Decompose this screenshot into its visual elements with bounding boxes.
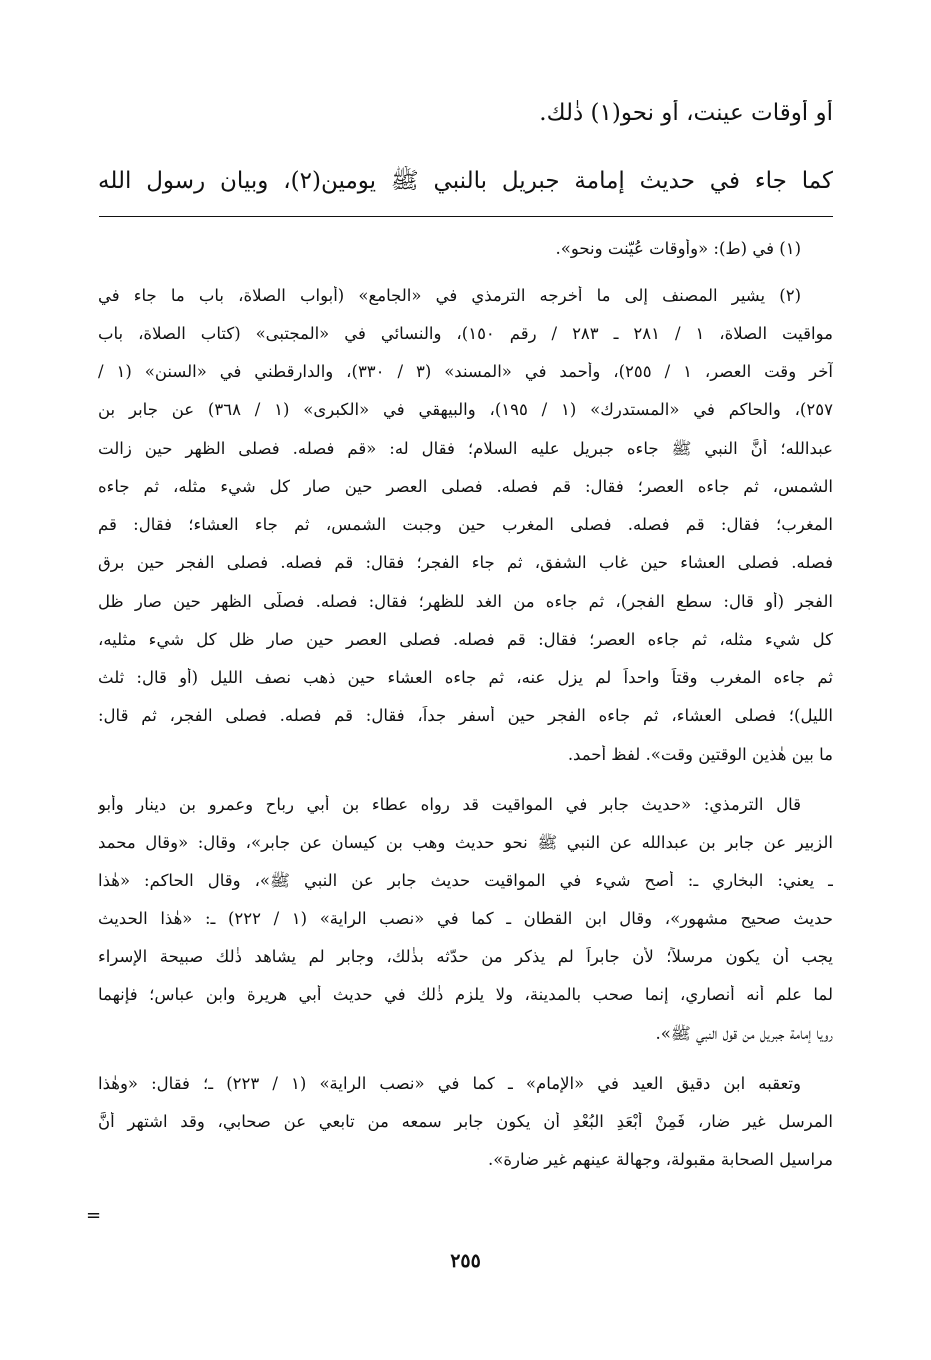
footnote-line: الليل)؛ فصلى العشاء، ثم جاءه الفجر حين أسفر جداً، فقال: قم فصله. فصلى الفجر، ثم قال: [98, 706, 833, 725]
footnote-line: ما بين هٰذين الوقتين وقت». لفظ أحمد. [567, 745, 833, 764]
footnote-line: لما علم أنه أنصاري، إنما صحب بالمدينة، ولا يلزم ذٰلك في حديث أبي هريرة وابن عباس؛ فإنهما [98, 985, 833, 1004]
footnote-line: المرسل غير ضار، فَمِنْ أَبْعَدِ البُعْدِ أن يكون جابر سمعه من تابعي عن صحابي، وقد اشتهر أنَّ [98, 1112, 833, 1131]
footnote-line: يجب أن يكون مرسلاً؛ لأن جابراً لم يذكر من حدّثه بذٰلك، وجابر لم يشاهد ذٰلك صبيحة الإسراء [98, 947, 833, 966]
footnote-line: (١) في (ط): «وأوقات عُيّنت ونحو». [555, 239, 801, 258]
footnote-separator [99, 216, 833, 217]
footnote-line: الزبير عن جابر بن عبدالله عن النبي ﷺ نحو حديث وهب بن كيسان عن جابر»، وقال: «وقال محمد [98, 833, 833, 852]
footnote-line: الشمس، ثم جاءه العصر؛ فقال: قم فصله. فصلى العصر حين صار كل شيء مثله، ثم جاءه [98, 477, 833, 496]
footnote-line: وتعقبه ابن دقيق العيد في «الإمام» ـ كما في «نصب الراية» (١ / ٢٢٣) ـ؛ فقال: «وهٰذا [98, 1074, 801, 1093]
footnote-line: مراسيل الصحابة مقبولة، وجهالة عينهم غير ضارة». [488, 1150, 833, 1169]
page-number: ٢٥٥ [450, 1250, 481, 1272]
footnote-line: عبدالله؛ أنَّ النبي ﷺ جاءه جبريل عليه السلام؛ فقال له: «قم فصله. فصلى الظهر حين زالت [98, 439, 833, 458]
footnote-line: ٢٥٧)، والحاكم في «المستدرك» (١ / ١٩٥)، والبيهقي في «الكبرى» (١ / ٣٦٨) عن جابر بن [98, 400, 833, 419]
continuation-mark: = [86, 1205, 102, 1226]
footnote-line: قال الترمذي: «حديث جابر في المواقيت قد رواه عطاء بن أبي رباح وعمرو بن دينار وأبو [98, 795, 801, 814]
footnote-line: فصله. فصلى العشاء حين غاب الشفق، ثم جاء الفجر؛ فقال: قم فصله. فصلى الفجر حين برق [98, 553, 833, 572]
footnote-line: رويا إمامة جبريل من قول النبي ﷺ». [655, 1024, 833, 1043]
main-text-line-1: أو أوقات عينت، أو نحو(١) ذٰلك. [539, 100, 833, 126]
main-text-line-2: كما جاء في حديث إمامة جبريل بالنبي ﷺ يومين(٢)، وبيان رسول الله [98, 168, 833, 194]
footnote-line: مواقيت الصلاة، ١ / ٢٨١ ـ ٢٨٣ / رقم ١٥٠)، والنسائي في «المجتبى» (كتاب الصلاة، باب [98, 324, 833, 343]
footnote-line: ثم جاءه المغرب وقتاً واحداً لم يزل عنه، ثم جاءه العشاء حين ذهب نصف الليل (أو قال: ثلث [98, 668, 833, 687]
footnote-line: حديث صحيح مشهور»، وقال ابن القطان ـ كما في «نصب الراية» (١ / ٢٢٢) ـ: «هٰذا الحديث [98, 909, 833, 928]
footnote-line: المغرب؛ فقال: قم فصله. فصلى المغرب حين وجبت الشمس، ثم جاء العشاء؛ فقال: قم [98, 515, 833, 534]
footnote-line: الفجر (أو قال: سطع الفجر)، ثم جاءه من الغد للظهر؛ فقال: فصله. فصلَّى الظهر حين صار ظل [98, 592, 833, 611]
footnote-line: ـ يعني: البخاري ـ: أصح شيء في المواقيت حديث جابر عن النبي ﷺ»، وقال الحاكم: «هٰذا [98, 871, 833, 890]
footnote-line: (٢) يشير المصنف إلى ما أخرجه الترمذي في «الجامع» (أبواب الصلاة، باب ما جاء في [98, 286, 801, 305]
footnote-line: آخر وقت العصر، ١ / ٢٥٥)، وأحمد في «المسند» (٣ / ٣٣٠)، والدارقطني في «السنن» (١ / [98, 362, 833, 381]
footnote-line: كل شيء مثله، ثم جاءه العصر؛ فقال: قم فصله. فصلى العصر حين صار ظل كل شيء مثليه، [98, 630, 833, 649]
